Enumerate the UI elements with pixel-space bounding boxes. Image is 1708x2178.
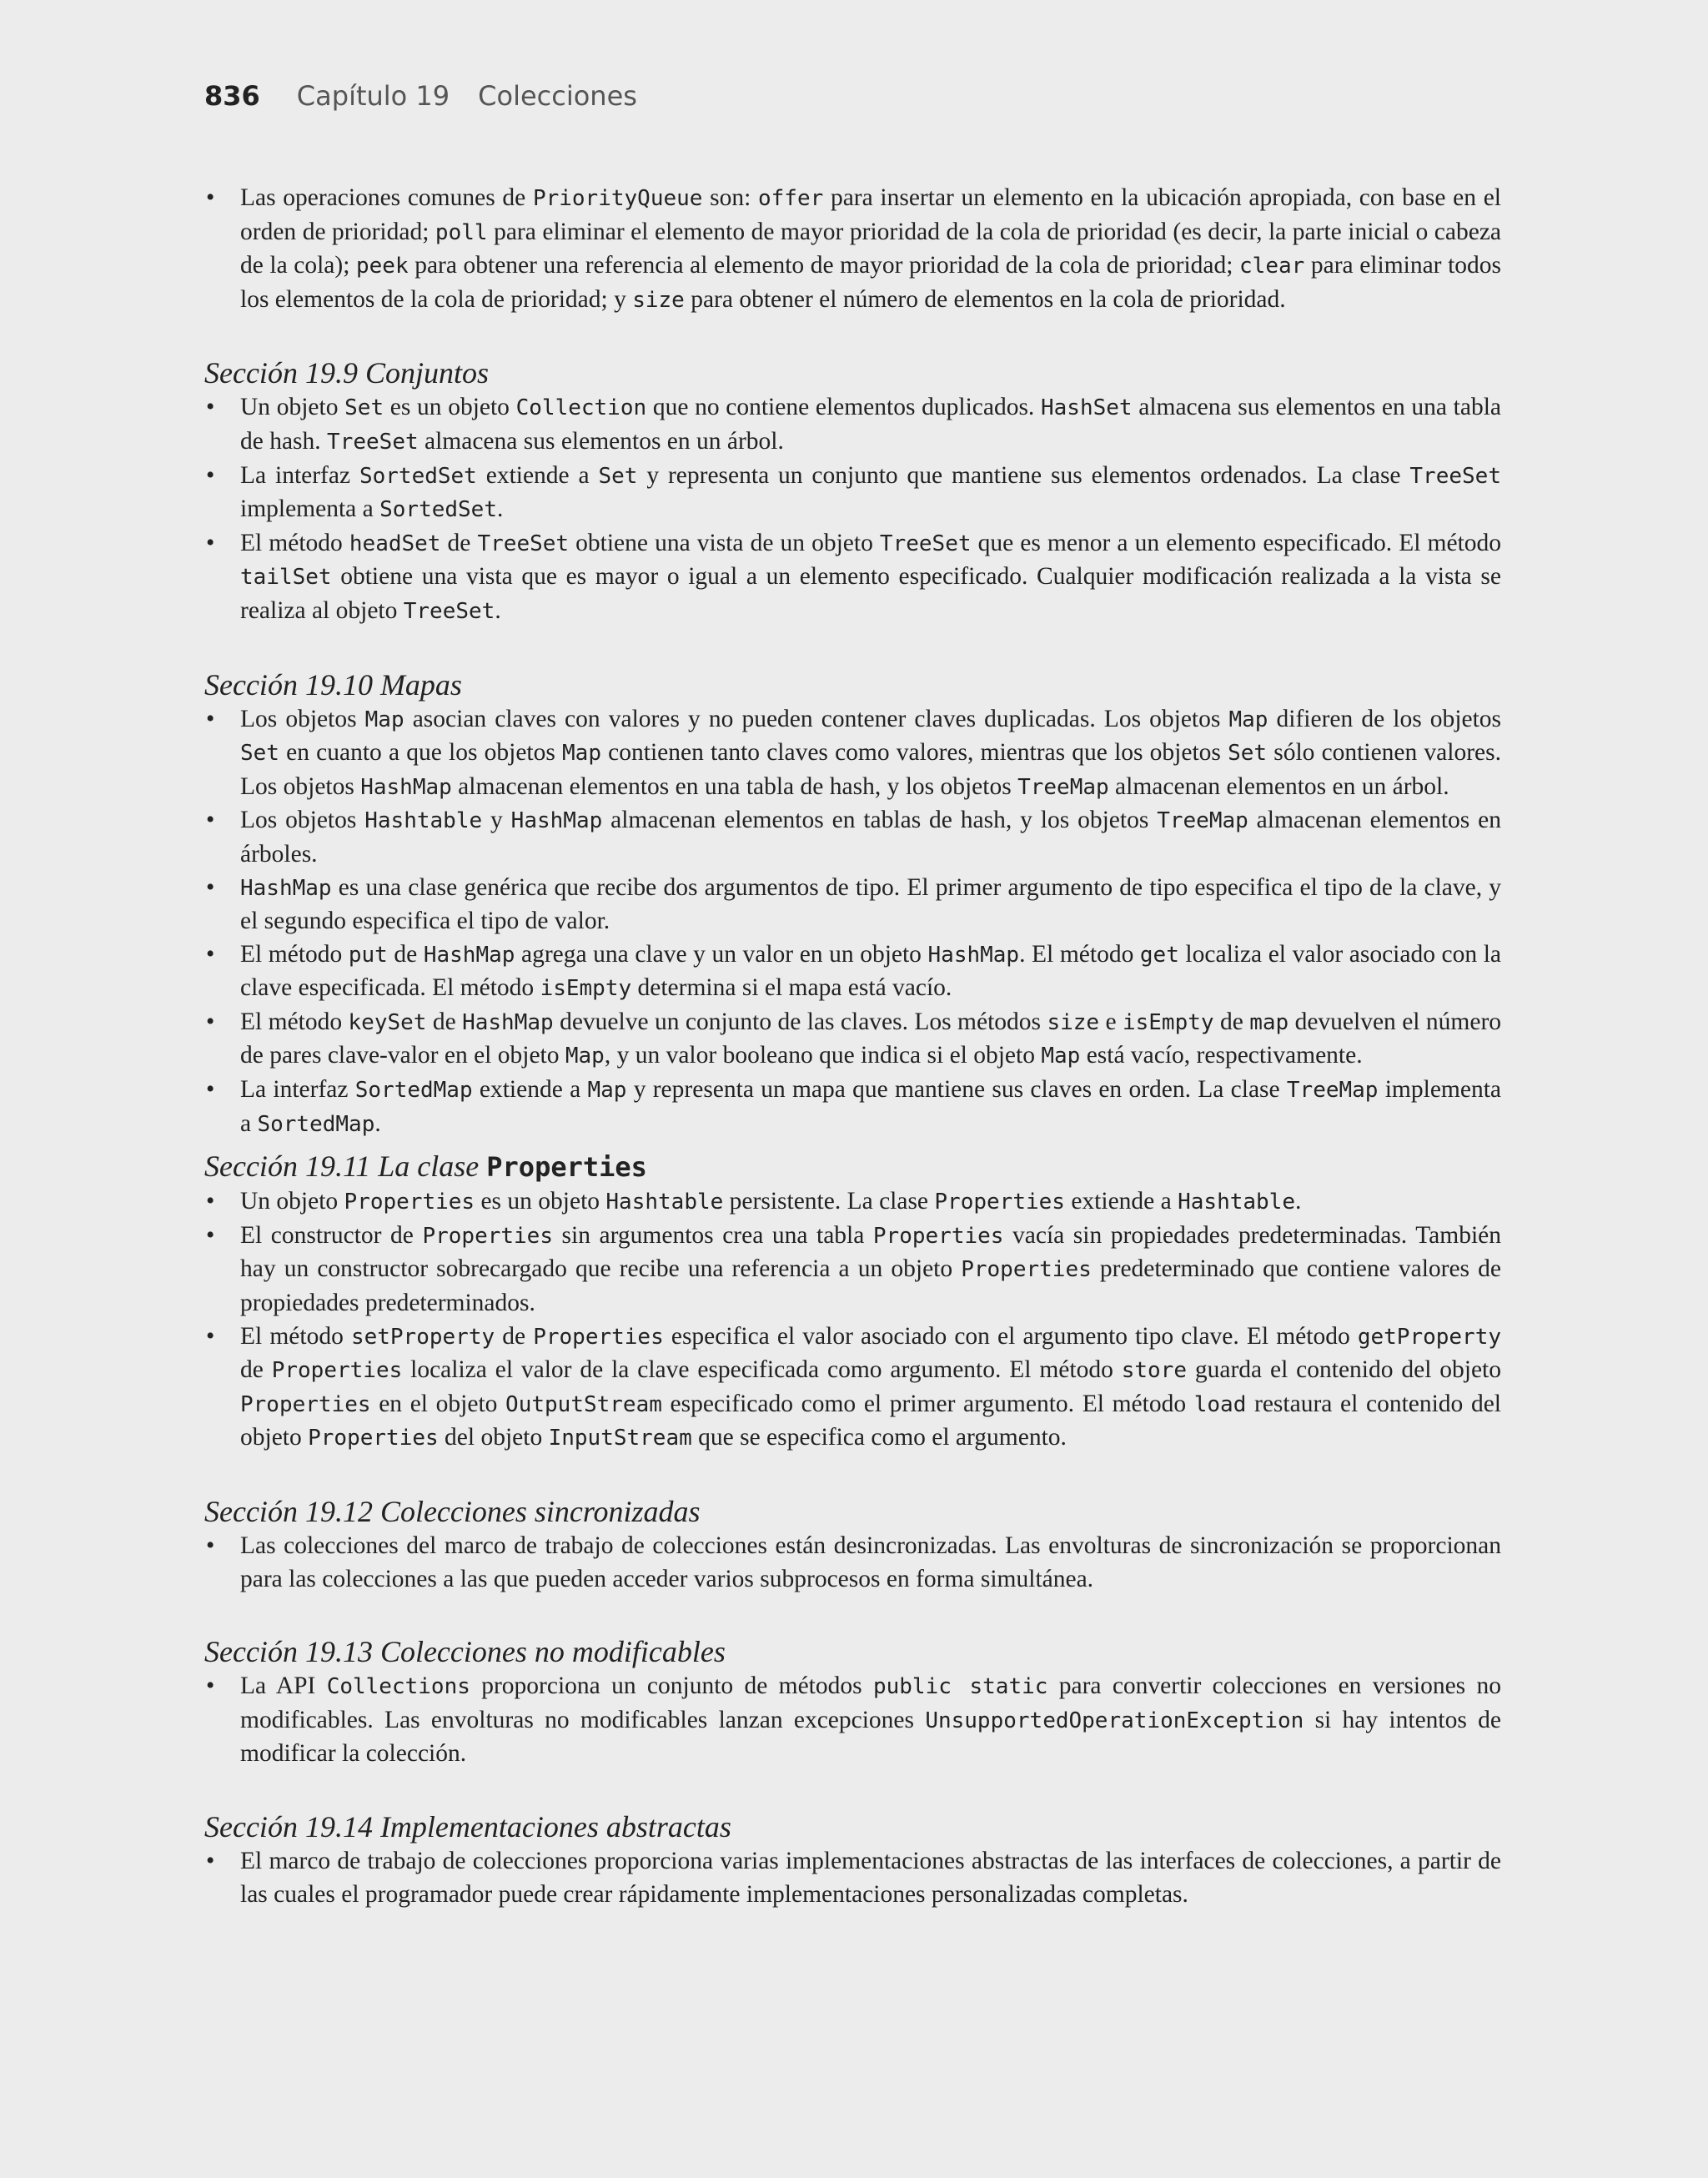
bullet-item: • El método setProperty de Properties especifica el valor asociado con el argumento tipo clave. El método getProperty de Properties localiza el valor de la clave especificada como argumento. El método store guarda el contenido del objeto Properties en el objeto OutputStream especificado como el primer argumento. El método load restaura el contenido del objeto Properties del objeto InputStream que se especifica como el argumento.: [204, 1320, 1501, 1456]
inline-code: Collection: [515, 395, 647, 421]
inline-code: isEmpty: [540, 976, 632, 1002]
inline-code: Hashtable: [364, 808, 483, 834]
chapter-title: Colecciones: [478, 80, 637, 112]
inline-code: TreeSet: [477, 531, 570, 556]
bullet-item: • El método keySet de HashMap devuelve un conjunto de las claves. Los métodos size e isEmpty de map devuelven el número de pares clave-valor en el objeto Map, y un valor booleano que indica si el objeto Map está vacío, respectivamente.: [204, 1006, 1501, 1074]
inline-code: SortedMap: [257, 1111, 375, 1137]
inline-code: TreeSet: [1409, 463, 1501, 489]
section-heading: Sección 19.13 Colecciones no modificables: [204, 1635, 726, 1669]
inline-code: OutputStream: [505, 1391, 662, 1417]
inline-code: size: [632, 287, 685, 313]
bullet-item: • La interfaz SortedSet extiende a Set y representa un conjunto que mantiene sus elementos ordenados. La clase TreeSet implementa a SortedSet.: [204, 460, 1501, 527]
inline-code: tailSet: [240, 565, 332, 591]
inline-code: TreeSet: [403, 598, 495, 624]
spacer: [204, 629, 1501, 666]
inline-code: Hashtable: [605, 1190, 724, 1215]
inline-code: store: [1121, 1358, 1187, 1384]
inline-code: Set: [240, 741, 279, 767]
section-bullet-list: [204, 1185, 1501, 1456]
inline-code: Map: [364, 707, 404, 732]
bullet-item: • Los objetos Hashtable y HashMap almacenan elementos en tablas de hash, y los objetos TreeMap almacenan elementos en árboles.: [204, 804, 1501, 871]
inline-code: Hashtable: [1178, 1190, 1295, 1215]
section-mapas: [204, 666, 1501, 1142]
inline-code: Properties: [533, 1324, 664, 1350]
page-content: [204, 182, 1501, 1911]
chapter-label: Capítulo 19: [296, 80, 450, 112]
section-heading: Sección 19.14 Implementaciones abstractas: [204, 1809, 731, 1844]
spacer: [204, 1596, 1501, 1633]
inline-code: UnsupportedOperationException: [925, 1708, 1304, 1733]
spacer: [204, 1771, 1501, 1808]
inline-code: Map: [565, 1044, 605, 1069]
inline-code: poll: [435, 219, 488, 245]
inline-code: map: [1249, 1009, 1289, 1035]
inline-code: Properties: [422, 1223, 553, 1249]
section-heading: Sección 19.12 Colecciones sincronizadas: [204, 1495, 701, 1528]
section-bullet-list: [204, 1530, 1501, 1596]
inline-code: clear: [1239, 254, 1305, 279]
inline-code: Set: [1228, 741, 1268, 767]
inline-code: SortedSet: [379, 497, 497, 523]
inline-code: Map: [1041, 1044, 1081, 1069]
inline-code: Set: [344, 395, 384, 421]
section-heading-code: Properties: [486, 1151, 647, 1184]
inline-code: TreeMap: [1157, 808, 1248, 834]
section-bullet-list: [204, 703, 1501, 1142]
inline-code: SortedSet: [359, 463, 477, 489]
section-implementaciones-abstractas: [204, 1808, 1501, 1911]
inline-code: keySet: [348, 1009, 427, 1035]
bullet-item: • El método headSet de TreeSet obtiene una vista de un objeto TreeSet que es menor a un elemento especificado. El método tailSet obtiene una vista que es mayor o igual a un elemento especificado. Cualquier modificación realizada a la vista se realiza al objeto TreeSet.: [204, 527, 1501, 629]
section-heading: [204, 1148, 1501, 1185]
inline-code: HashMap: [240, 875, 332, 901]
inline-code: public static: [872, 1674, 1048, 1700]
inline-code: HashMap: [927, 942, 1020, 968]
inline-code: SortedMap: [354, 1078, 473, 1104]
bullet-item: • El método put de HashMap agrega una clave y un valor en un objeto HashMap. El método get localiza el valor asociado con la clave especificada. El método isEmpty determina si el mapa está vacío.: [204, 938, 1501, 1006]
page-number: 836: [204, 80, 260, 112]
section-colecciones-no-modificables: [204, 1633, 1501, 1771]
bullet-item: • Las colecciones del marco de trabajo de colecciones están desincronizadas. Las envolturas de sincronización se proporcionan para las colecciones a las que pueden acceder varios subprocesos en forma simultánea.: [204, 1530, 1501, 1596]
bullet-item: • La API Collections proporciona un conjunto de métodos public static para convertir colecciones en versiones no modificables. Las envolturas no modificables lanzan excepciones UnsupportedOperationException si hay intentos de modificar la colección.: [204, 1670, 1501, 1771]
bullet-item: • Un objeto Set es un objeto Collection que no contiene elementos duplicados. HashSet almacena sus elementos en una tabla de hash. TreeSet almacena sus elementos en un árbol.: [204, 391, 1501, 459]
inline-code: TreeMap: [1017, 774, 1109, 800]
inline-code: HashMap: [423, 942, 515, 968]
bullet-item: • Los objetos Map asocian claves con valores y no pueden contener claves duplicadas. Los objetos Map difieren de los objetos Set en cuanto a que los objetos Map contienen tanto claves como valores, mientras que los objetos Set sólo contienen valores. Los objetos HashMap almacenan elementos en una tabla de hash, y los objetos TreeMap almacenan elementos en un árbol.: [204, 703, 1501, 805]
spacer: [204, 1141, 1501, 1148]
inline-code: TreeSet: [327, 429, 419, 455]
inline-code: Map: [1228, 707, 1268, 732]
section-conjuntos: [204, 355, 1501, 628]
section-heading: Sección 19.9 Conjuntos: [204, 356, 489, 390]
section-heading-text: Sección 19.11 La clase: [204, 1149, 480, 1184]
inline-code: InputStream: [548, 1426, 692, 1451]
inline-code: load: [1193, 1391, 1247, 1417]
inline-code: Map: [562, 741, 601, 767]
inline-code: isEmpty: [1122, 1009, 1214, 1035]
bullet-item: • El constructor de Properties sin argumentos crea una tabla Properties vacía sin propiedades predeterminadas. También hay un constructor sobrecargado que recibe una referencia a un objeto Properties predeterminado que contiene valores de propiedades predeterminados.: [204, 1220, 1501, 1320]
bullet-item: • HashMap es una clase genérica que recibe dos argumentos de tipo. El primer argumento de tipo especifica el tipo de la clave, y el segundo especifica el tipo de valor.: [204, 872, 1501, 938]
inline-code: put: [348, 942, 388, 968]
section-colecciones-sincronizadas: [204, 1493, 1501, 1596]
inline-code: Properties: [308, 1426, 439, 1451]
inline-code: HashSet: [1040, 395, 1133, 421]
section-bullet-list: [204, 1670, 1501, 1771]
inline-code: Properties: [872, 1223, 1004, 1249]
inline-code: TreeMap: [1286, 1078, 1379, 1104]
inline-code: HashMap: [510, 808, 603, 834]
inline-code: size: [1047, 1009, 1100, 1035]
inline-code: Set: [598, 463, 638, 489]
inline-code: get: [1139, 942, 1179, 968]
inline-code: HashMap: [360, 774, 452, 800]
inline-code: Properties: [344, 1190, 475, 1215]
running-head: [204, 80, 637, 112]
intro-bullet-list: [204, 182, 1501, 317]
bullet-item: • Un objeto Properties es un objeto Hashtable persistente. La clase Properties extiende a Hashtable.: [204, 1185, 1501, 1220]
bullet-item: • La interfaz SortedMap extiende a Map y representa un mapa que mantiene sus claves en orden. La clase TreeMap implementa a SortedMap.: [204, 1074, 1501, 1141]
section-heading: Sección 19.10 Mapas: [204, 667, 462, 702]
inline-code: headSet: [349, 531, 441, 556]
inline-code: peek: [356, 254, 409, 279]
spacer: [204, 317, 1501, 355]
inline-code: PriorityQueue: [532, 186, 703, 211]
inline-code: Properties: [271, 1358, 403, 1384]
inline-code: TreeSet: [879, 531, 972, 556]
spacer: [204, 1456, 1501, 1493]
section-properties: [204, 1148, 1501, 1456]
inline-code: HashMap: [462, 1009, 554, 1035]
bullet-item: • Las operaciones comunes de PriorityQueue son: offer para insertar un elemento en la ubicación apropiada, con base en el orden de prioridad; poll para eliminar el elemento de mayor prioridad de la cola de prioridad (es decir, la parte inicial o cabeza de la cola); peek para obtener una referencia al elemento de mayor prioridad de la cola de prioridad; clear para eliminar todos los elementos de la cola de prioridad; y size para obtener el número de elementos en la cola de prioridad.: [204, 182, 1501, 317]
inline-code: setProperty: [350, 1324, 495, 1350]
inline-code: Properties: [961, 1257, 1092, 1283]
inline-code: Collections: [326, 1674, 470, 1700]
section-bullet-list: [204, 1845, 1501, 1911]
inline-code: offer: [758, 186, 824, 211]
inline-code: getProperty: [1357, 1324, 1502, 1350]
bullet-item: • El marco de trabajo de colecciones proporciona varias implementaciones abstractas de las interfaces de colecciones, a partir de las cuales el programador puede crear rápidamente implementaciones personalizadas completas.: [204, 1845, 1501, 1911]
section-bullet-list: [204, 391, 1501, 628]
inline-code: Properties: [934, 1190, 1065, 1215]
inline-code: Properties: [240, 1391, 371, 1417]
inline-code: Map: [587, 1078, 627, 1104]
